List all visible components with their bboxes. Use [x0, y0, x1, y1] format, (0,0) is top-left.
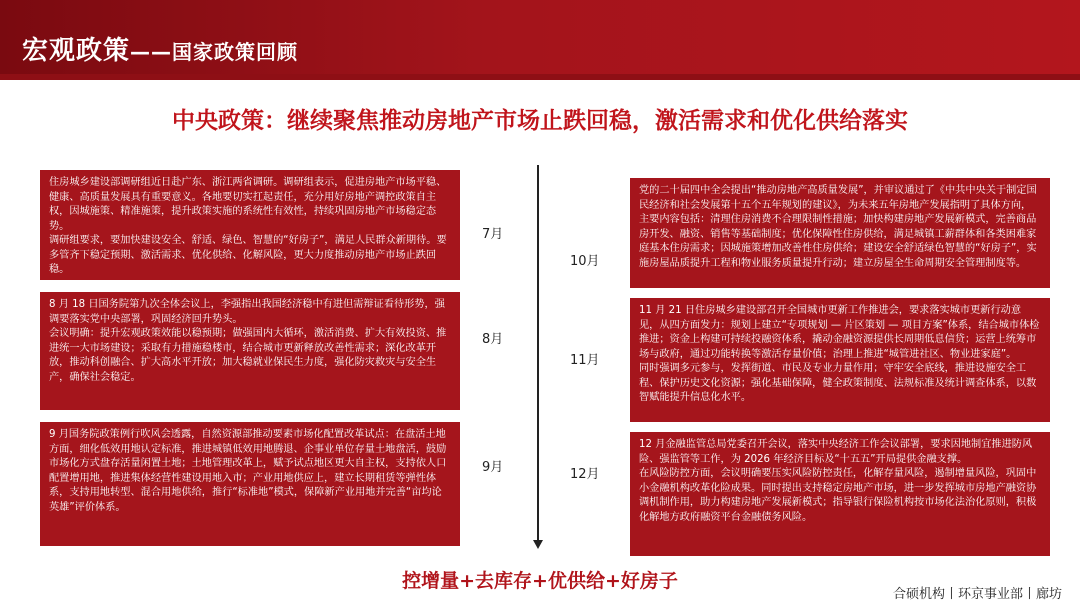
month-label-december: 12月 [570, 467, 600, 482]
page-title: 中央政策：继续聚焦推动房地产市场止跌回稳，激活需求和优化供给落实 [172, 108, 908, 134]
policy-box-october [630, 178, 1050, 288]
policy-box-november [630, 298, 1050, 422]
month-label-august: 8月 [482, 332, 504, 347]
policy-text: 住房城乡建设部调研组近日赴广东、浙江两省调研。调研组表示，促进房地产市场平稳、健康、高质量发展具有重要意义。各地要切实扛起责任，充分用好房地产调控政策自主权，因城施策、精准施策，提升政策实施的系统性有效性，持续巩固房地产市场稳定态势。 [49, 177, 447, 232]
header-bar [0, 0, 1080, 80]
policy-text: 在风险防控方面，会议明确要压实风险防控责任，化解存量风险，遏制增量风险，巩固中小金融机构改革化险成果。同时提出支持稳定房地产市场，进一步发挥城市房地产融资协调机制作用，助力构建房地产发展新模式；指导银行保险机构按市场化法治化原则，积极化解地方政府融资平台金融债务风险。 [639, 468, 1037, 523]
policy-text: 11 月 21 日住房城乡建设部召开全国城市更新工作推进会，要求落实城市更新行动意见，从四方面发力：规划上建立“专项规划 — 片区策划 — 项目方案”体系，结合城市体检推进；资金上构建可持续投融资体系，撬动金融资源提供长周期低息信贷；运营上统筹市场与政府，通过功能转换等激活存量价值；治理上推进“城管进社区、物业进家庭”。 [639, 305, 1040, 360]
policy-box-july [40, 170, 460, 280]
policy-text: 会议明确：提升宏观政策效能以稳预期；做强国内大循环，激活消费、扩大有效投资、推进统一大市场建设；采取有力措施稳楼市，结合城市更新释放改善性需求；深化改革开放，推动科创融合、扩大高水平开放；加大稳就业保民生力度，强化防灾救灾与安全生产，确保社会稳定。 [49, 328, 447, 383]
month-label-october: 10月 [570, 254, 600, 269]
header-title [22, 30, 298, 67]
header-title-main: 宏观政策 [22, 36, 131, 66]
policy-text: 12 月金融监管总局党委召开会议，落实中央经济工作会议部署，要求因地制宜推进防风险、强监管等工作，为 2026 年经济目标及“十五五”开局提供金融支撑。 [639, 439, 1033, 465]
month-label-november: 11月 [570, 353, 600, 368]
policy-text: 调研组要求，要加快建设安全、舒适、绿色、智慧的“好房子”，满足人民群众新期待。要多管齐下稳定预期、激活需求、优化供给、化解风险，更大力度推动房地产市场止跌回稳。 [49, 235, 447, 275]
policy-text: 党的二十届四中全会提出“推动房地产高质量发展”，并审议通过了《中共中央关于制定国民经济和社会发展第十五个五年规划的建议》，为未来五年房地产发展指明了具体方向，主要内容包括：清理住房消费不合理限制性措施；加快构建房地产发展新模式，完善商品房开发、融资、销售等基础制度；优化保障性住房供给，满足城镇工薪群体和各类困难家庭基本住房需求；因城施策增加改善性住房供给；建设安全舒适绿色智慧的“好房子”，实施房屋品质提升工程和物业服务质量提升行动；建立房屋全生命周期安全管理制度等。 [639, 185, 1037, 269]
header-title-sub: ——国家政策回顾 [130, 40, 299, 64]
policy-text: 9 月国务院政策例行吹风会透露，自然资源部推动要素市场化配置改革试点：在盘活土地方面，细化低效用地认定标准，推进城镇低效用地腾退、企事业单位存量土地盘活，鼓励市场化方式盘存活量闲置土地；土地管理改革上，赋予试点地区更大自主权，支持依人口配置增用地，推进集体经营性建设用地入市；产业用地供应上，建立长期租赁等弹性体系，支持用地转型、混合用地供给，推行“标准地”模式，保障新产业用地并完善“亩均论英雄”评价体系。 [49, 429, 447, 513]
footer-organization: 合硕机构丨环京事业部丨廊坊 [892, 587, 1062, 602]
policy-text: 8 月 18 日国务院第九次全体会议上，李强指出我国经济稳中有进但需辩证看待形势，强调要落实党中央部署，巩固经济回升势头。 [49, 299, 445, 325]
policy-box-september [40, 422, 460, 546]
policy-box-august [40, 292, 460, 410]
month-label-july: 7月 [482, 227, 504, 242]
slogan: 控增量+去库存+优供给+好房子 [402, 570, 678, 592]
timeline-axis [537, 165, 539, 543]
policy-text: 同时强调多元参与，发挥街道、市民及专业力量作用；守牢安全底线，推进设施安全工程、保护历史文化资源；强化基础保障，健全政策制度、法规标准及统计调查体系，以数智赋能提升信息化水平。 [639, 363, 1037, 403]
policy-box-december [630, 432, 1050, 556]
timeline-arrow-icon [533, 540, 543, 549]
month-label-september: 9月 [482, 460, 504, 475]
